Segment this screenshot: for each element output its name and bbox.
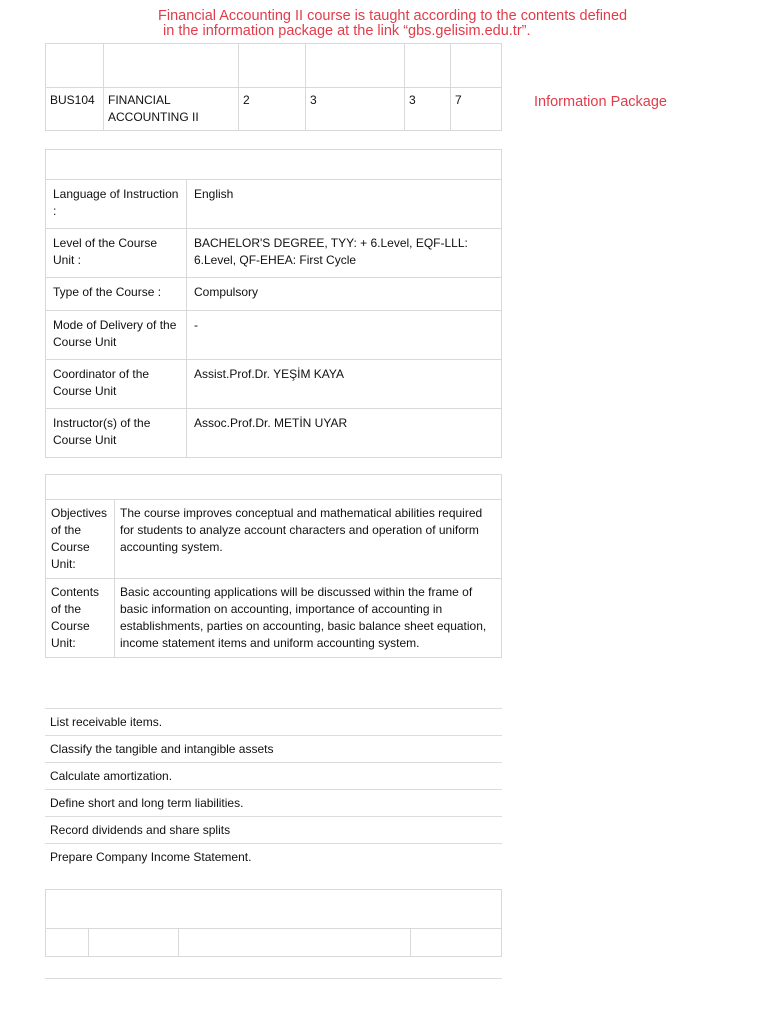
- details-header-row: [46, 150, 502, 180]
- notice-line-2: in the information package at the link “gbs.gelisim.edu.tr”.: [163, 23, 531, 39]
- course-col-4: 3: [306, 88, 405, 131]
- list-item: List receivable items.: [45, 708, 502, 735]
- course-details-table: [45, 149, 502, 458]
- course-name: [104, 88, 239, 131]
- detail-value: Assist.Prof.Dr. YEŞİM KAYA: [187, 360, 502, 409]
- contents-text: Basic accounting applications will be discussed within the frame of basic information on accounting, importance of accounting in establishments, parties on accounting, basic balance sheet equation, income statement items and uniform accounting system.: [115, 579, 502, 658]
- bottom-table: [45, 889, 502, 957]
- bottom-cell: [411, 929, 502, 957]
- course-code: BUS104: [46, 88, 104, 131]
- contents-label: Contents of the Course Unit:: [46, 579, 115, 658]
- course-col-3: 2: [239, 88, 306, 131]
- bottom-header-row: [46, 890, 502, 929]
- detail-label: Coordinator of the Course Unit: [46, 360, 187, 409]
- header-cell: [104, 44, 239, 88]
- bottom-header-cell: [46, 890, 502, 929]
- course-col-6: 7: [451, 88, 502, 131]
- detail-row-instructor: [46, 409, 502, 458]
- detail-row-mode: [46, 311, 502, 360]
- detail-row-type: [46, 278, 502, 311]
- detail-value: English: [187, 180, 502, 229]
- details-header-cell: [46, 150, 502, 180]
- list-item: Prepare Company Income Statement.: [45, 843, 502, 870]
- learning-outcomes-list: [45, 708, 502, 870]
- detail-label: Type of the Course :: [46, 278, 187, 311]
- list-item: Calculate amortization.: [45, 762, 502, 789]
- objectives-header-cell: [46, 475, 502, 500]
- detail-row-level: [46, 229, 502, 278]
- objectives-label: Objectives of the Course Unit:: [46, 500, 115, 579]
- header-cell: [46, 44, 104, 88]
- detail-value: Compulsory: [187, 278, 502, 311]
- detail-label: Language of Instruction :: [46, 180, 187, 229]
- header-cell: [306, 44, 405, 88]
- course-row: [46, 88, 502, 131]
- course-name-line-2: ACCOUNTING II: [108, 110, 199, 124]
- detail-value: -: [187, 311, 502, 360]
- header-cell: [405, 44, 451, 88]
- information-package-link[interactable]: Information Package: [534, 94, 667, 110]
- divider: [45, 978, 502, 979]
- detail-row-coordinator: [46, 360, 502, 409]
- bottom-cell: [179, 929, 411, 957]
- notice-line-1: Financial Accounting II course is taught according to the contents defined: [158, 8, 628, 24]
- detail-value: Assoc.Prof.Dr. METİN UYAR: [187, 409, 502, 458]
- objectives-row: [46, 500, 502, 579]
- course-col-5: 3: [405, 88, 451, 131]
- objectives-header-row: [46, 475, 502, 500]
- bottom-columns-row: [46, 929, 502, 957]
- detail-label: Mode of Delivery of the Course Unit: [46, 311, 187, 360]
- bottom-cell: [89, 929, 179, 957]
- objectives-contents-table: [45, 474, 502, 658]
- list-item: Define short and long term liabilities.: [45, 789, 502, 816]
- course-table: [45, 43, 502, 131]
- header-cell: [451, 44, 502, 88]
- course-table-header-row: [46, 44, 502, 88]
- detail-value: BACHELOR'S DEGREE, TYY: + 6.Level, EQF-LLL: 6.Level, QF-EHEA: First Cycle: [187, 229, 502, 278]
- course-name-line-1: FINANCIAL: [108, 93, 171, 107]
- contents-row: [46, 579, 502, 658]
- list-item: Record dividends and share splits: [45, 816, 502, 843]
- list-item: Classify the tangible and intangible assets: [45, 735, 502, 762]
- detail-label: Instructor(s) of the Course Unit: [46, 409, 187, 458]
- course-notice: [158, 9, 698, 39]
- header-cell: [239, 44, 306, 88]
- bottom-cell: [46, 929, 89, 957]
- objectives-text: The course improves conceptual and mathematical abilities required for students to analyze account characters and operation of uniform accounting system.: [115, 500, 502, 579]
- detail-label: Level of the Course Unit :: [46, 229, 187, 278]
- detail-row-language: [46, 180, 502, 229]
